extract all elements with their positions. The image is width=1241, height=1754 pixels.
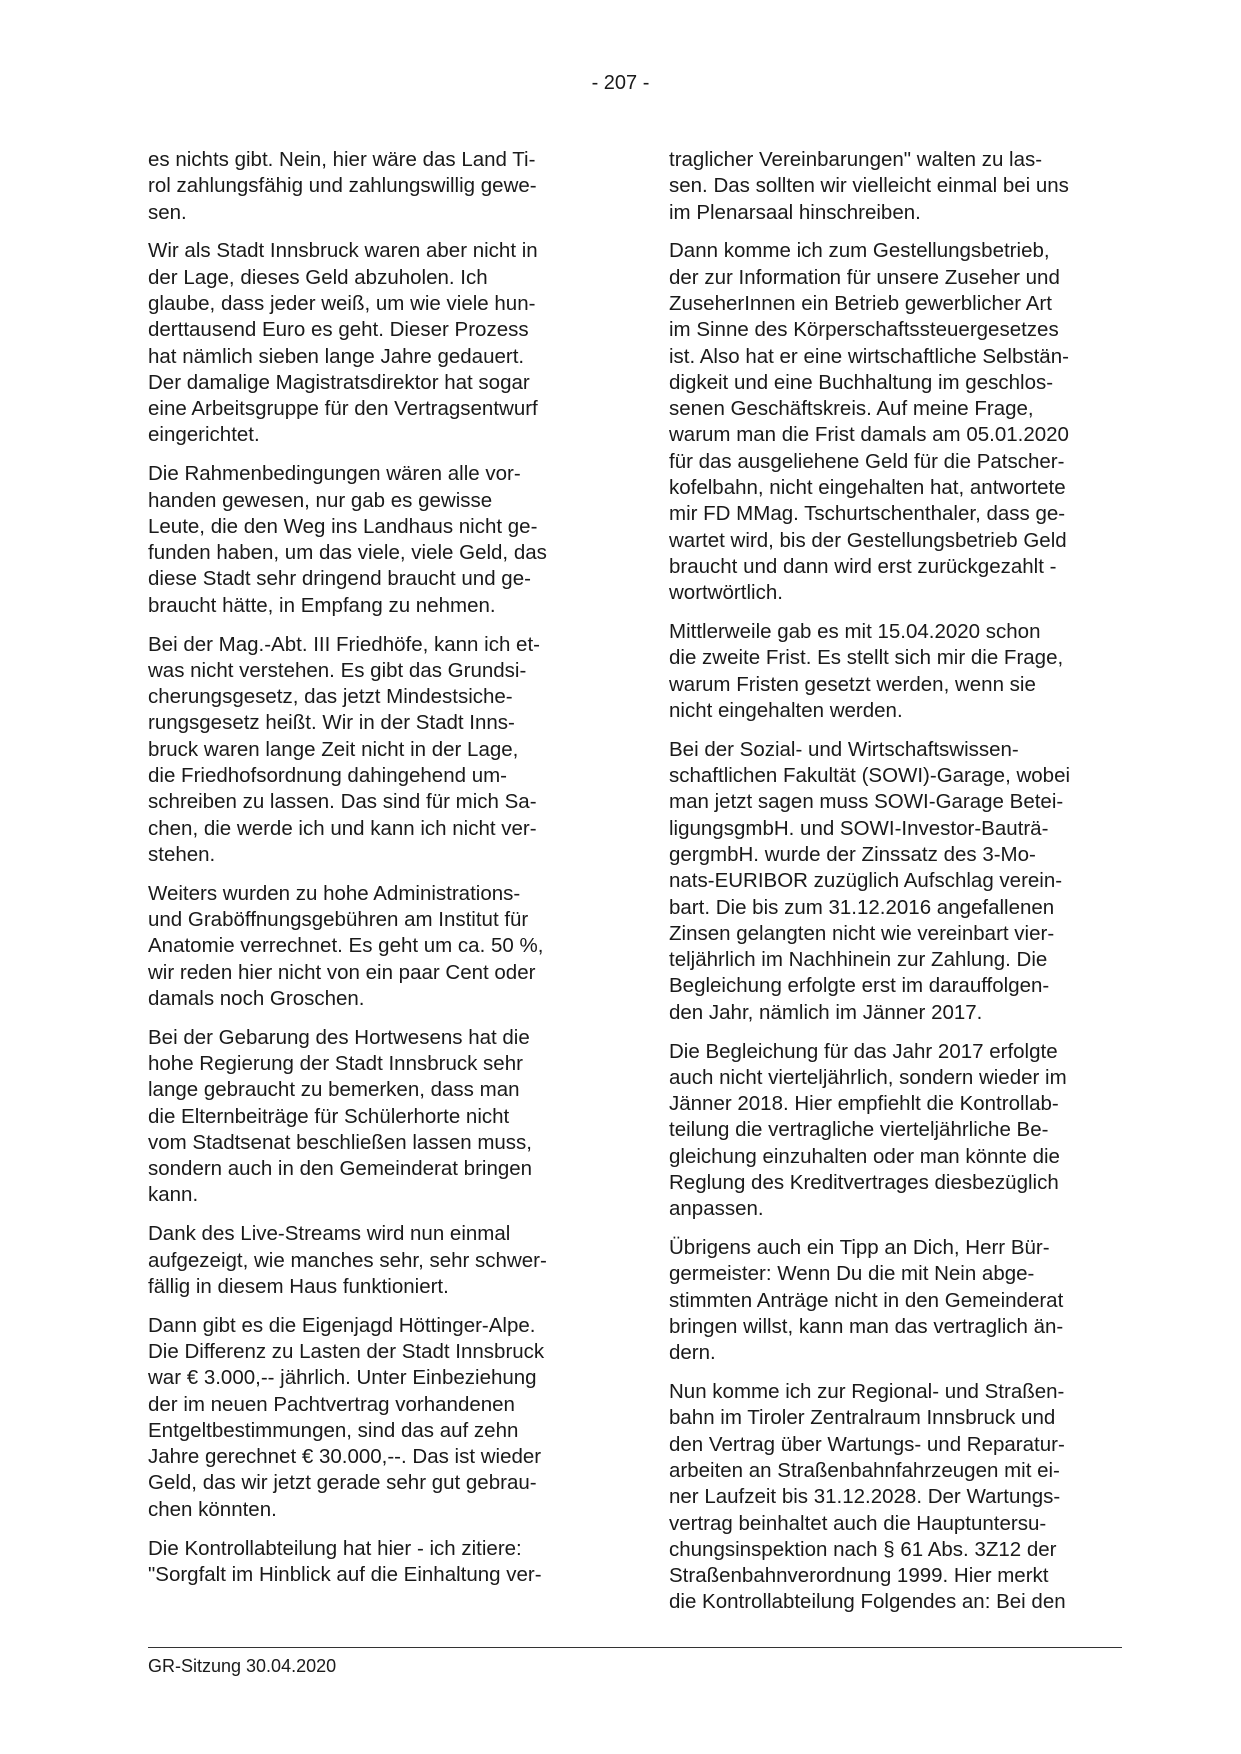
text-line: Jänner 2018. Hier empfiehlt die Kontrollab- bbox=[669, 1092, 1059, 1116]
text-line: Jahre gerechnet € 30.000,--. Das ist wieder bbox=[148, 1445, 542, 1469]
paragraph bbox=[148, 632, 600, 869]
footer-session-label: GR-Sitzung 30.04.2020 bbox=[148, 1656, 337, 1676]
text-line: sen. Das sollten wir vielleicht einmal bei uns bbox=[669, 174, 1069, 198]
text-line: vom Stadtsenat beschließen lassen muss, bbox=[148, 1130, 532, 1154]
text-line: senen Geschäftskreis. Auf meine Frage, bbox=[669, 397, 1034, 421]
text-line: kofelbahn, nicht eingehalten hat, antwortete bbox=[669, 476, 1066, 500]
text-line: mir FD MMag. Tschurtschenthaler, dass ge- bbox=[669, 502, 1066, 526]
text-line: Bei der Sozial- und Wirtschaftswissen- bbox=[669, 737, 1019, 761]
text-line: Dann gibt es die Eigenjagd Höttinger-Alpe. bbox=[148, 1313, 536, 1337]
text-line: Die Rahmenbedingungen wären alle vor- bbox=[148, 462, 521, 486]
text-line: schreiben zu lassen. Das sind für mich Sa- bbox=[148, 790, 537, 814]
text-line: schaftlichen Fakultät (SOWI)-Garage, wobei bbox=[669, 764, 1071, 788]
text-line: germeister: Wenn Du die mit Nein abge- bbox=[669, 1262, 1035, 1286]
text-line: Wir als Stadt Innsbruck waren aber nicht in bbox=[148, 239, 538, 263]
text-line: lange gebraucht zu bemerken, dass man bbox=[148, 1078, 520, 1102]
text-line: arbeiten an Straßenbahnfahrzeugen mit ei- bbox=[669, 1458, 1060, 1482]
text-line: ligungsgmbH. und SOWI-Investor-Bauträ- bbox=[669, 816, 1049, 840]
text-line: bruck waren lange Zeit nicht in der Lage, bbox=[148, 737, 519, 761]
paragraph bbox=[148, 1313, 600, 1523]
text-line: derttausend Euro es geht. Dieser Prozess bbox=[148, 318, 529, 342]
text-line: diese Stadt sehr dringend braucht und ge- bbox=[148, 567, 531, 591]
paragraph bbox=[669, 619, 1119, 724]
text-line: den Jahr, nämlich im Jänner 2017. bbox=[669, 1000, 983, 1024]
text-line: hat nämlich sieben lange Jahre gedauert. bbox=[148, 344, 525, 368]
text-line: sondern auch in den Gemeinderat bringen bbox=[148, 1157, 533, 1181]
paragraph bbox=[148, 1536, 600, 1589]
text-line: gleichung einzuhalten oder man könnte die bbox=[669, 1144, 1060, 1168]
text-line: Bei der Mag.-Abt. III Friedhöfe, kann ich et- bbox=[148, 632, 540, 656]
page-number: - 207 - bbox=[591, 72, 650, 94]
text-line: sen. bbox=[148, 200, 187, 224]
text-line: funden haben, um das viele, viele Geld, das bbox=[148, 541, 547, 565]
text-line: braucht hätte, in Empfang zu nehmen. bbox=[148, 593, 496, 617]
text-line: Mittlerweile gab es mit 15.04.2020 schon bbox=[669, 620, 1041, 644]
text-line: gergmbH. wurde der Zinssatz des 3-Mo- bbox=[669, 842, 1036, 866]
right-column bbox=[669, 147, 1119, 1628]
text-line: aufgezeigt, wie manches sehr, sehr schwer- bbox=[148, 1248, 547, 1272]
text-line: die zweite Frist. Es stellt sich mir die Frage, bbox=[669, 646, 1064, 670]
text-line: Die Differenz zu Lasten der Stadt Innsbruck bbox=[148, 1339, 545, 1363]
text-line: Die Kontrollabteilung hat hier - ich zitiere: bbox=[148, 1536, 522, 1560]
text-line: der Lage, dieses Geld abzuholen. Ich bbox=[148, 265, 488, 289]
text-line: rol zahlungsfähig und zahlungswillig gewe- bbox=[148, 174, 537, 198]
text-line: war € 3.000,-- jährlich. Unter Einbeziehung bbox=[148, 1366, 537, 1390]
text-line: Weiters wurden zu hohe Administrations- bbox=[148, 881, 521, 905]
text-line: der zur Information für unsere Zuseher und bbox=[669, 265, 1060, 289]
text-line: Bei der Gebarung des Hortwesens hat die bbox=[148, 1025, 530, 1049]
text-line: ist. Also hat er eine wirtschaftliche Selbstän- bbox=[669, 344, 1069, 368]
footer-divider bbox=[148, 1647, 1122, 1648]
text-line: ZuseherInnen ein Betrieb gewerblicher Art bbox=[669, 291, 1052, 315]
paragraph bbox=[669, 1039, 1119, 1223]
text-line: warum man die Frist damals am 05.01.2020 bbox=[669, 423, 1069, 447]
text-line: warum Fristen gesetzt werden, wenn sie bbox=[669, 672, 1036, 696]
text-line: eine Arbeitsgruppe für den Vertragsentwurf bbox=[148, 397, 538, 421]
text-line: was nicht verstehen. Es gibt das Grundsi- bbox=[148, 658, 527, 682]
paragraph bbox=[148, 1221, 600, 1300]
text-line: die Friedhofsordnung dahingehend um- bbox=[148, 764, 508, 788]
paragraph bbox=[148, 147, 600, 226]
text-line: Straßenbahnverordnung 1999. Hier merkt bbox=[669, 1564, 1049, 1588]
paragraph bbox=[669, 1379, 1119, 1616]
text-line: bahn im Tiroler Zentralraum Innsbruck und bbox=[669, 1406, 1056, 1430]
text-line: Die Begleichung für das Jahr 2017 erfolgte bbox=[669, 1039, 1058, 1063]
text-line: traglicher Vereinbarungen" walten zu las- bbox=[669, 148, 1043, 171]
text-line: Entgeltbestimmungen, sind das auf zehn bbox=[148, 1418, 519, 1442]
paragraph bbox=[669, 238, 1119, 606]
text-line: Geld, das wir jetzt gerade sehr gut gebrau- bbox=[148, 1471, 537, 1495]
paragraph bbox=[669, 737, 1119, 1026]
text-line: Reglung des Kreditvertrages diesbezüglich bbox=[669, 1170, 1059, 1194]
text-line: Der damalige Magistratsdirektor hat sogar bbox=[148, 370, 530, 394]
text-line: fällig in diesem Haus funktioniert. bbox=[148, 1274, 449, 1298]
text-line: für das ausgeliehene Geld für die Patscher- bbox=[669, 449, 1065, 473]
text-line: Leute, die den Weg ins Landhaus nicht ge- bbox=[148, 514, 538, 538]
text-line: vertrag beinhaltet auch die Hauptuntersu- bbox=[669, 1511, 1047, 1535]
text-line: hohe Regierung der Stadt Innsbruck sehr bbox=[148, 1052, 523, 1075]
text-line: stehen. bbox=[148, 842, 216, 866]
text-line: teljährlich im Nachhinein zur Zahlung. Die bbox=[669, 948, 1048, 972]
text-line: cherungsgesetz, das jetzt Mindestsiche- bbox=[148, 685, 513, 709]
text-line: im Sinne des Körperschaftssteuergesetzes bbox=[669, 318, 1059, 342]
text-line: handen gewesen, nur gab es gewisse bbox=[148, 488, 493, 512]
text-line: Anatomie verrechnet. Es geht um ca. 50 %, bbox=[148, 934, 544, 958]
text-line: Dann komme ich zum Gestellungsbetrieb, bbox=[669, 239, 1050, 263]
text-line: rungsgesetz heißt. Wir in der Stadt Inns- bbox=[148, 711, 515, 735]
text-line: Begleichung erfolgte erst im darauffolgen- bbox=[669, 974, 1050, 998]
text-line: ner Laufzeit bis 31.12.2028. Der Wartungs- bbox=[669, 1485, 1061, 1509]
text-line: der im neuen Pachtvertrag vorhandenen bbox=[148, 1392, 515, 1416]
text-line: Dank des Live-Streams wird nun einmal bbox=[148, 1222, 511, 1246]
text-line: wartet wird, bis der Gestellungsbetrieb Geld bbox=[669, 528, 1067, 552]
text-line: Übrigens auch ein Tipp an Dich, Herr Bür- bbox=[669, 1236, 1050, 1260]
paragraph bbox=[148, 461, 600, 619]
text-line: nicht eingehalten werden. bbox=[669, 698, 903, 722]
paragraph bbox=[669, 147, 1119, 226]
text-line: chungsinspektion nach § 61 Abs. 3Z12 der bbox=[669, 1537, 1057, 1561]
text-line: braucht und dann wird erst zurückgezahlt - bbox=[669, 554, 1057, 578]
text-line: chen, die werde ich und kann ich nicht ver- bbox=[148, 816, 537, 840]
text-line: eingerichtet. bbox=[148, 423, 260, 447]
text-line: man jetzt sagen muss SOWI-Garage Betei- bbox=[669, 790, 1064, 814]
text-line: die Elternbeiträge für Schülerhorte nicht bbox=[148, 1104, 510, 1128]
text-line: wortwörtlich. bbox=[669, 581, 783, 605]
text-line: bart. Die bis zum 31.12.2016 angefallenen bbox=[669, 895, 1055, 919]
text-line: Nun komme ich zur Regional- und Straßen- bbox=[669, 1380, 1065, 1404]
text-line: Zinsen gelangten nicht wie vereinbart vier- bbox=[669, 921, 1055, 945]
text-line: digkeit und eine Buchhaltung im geschlos- bbox=[669, 370, 1054, 394]
text-line: den Vertrag über Wartungs- und Reparatur- bbox=[669, 1432, 1065, 1456]
text-line: damals noch Groschen. bbox=[148, 986, 365, 1010]
text-line: wir reden hier nicht von ein paar Cent oder bbox=[148, 960, 536, 984]
text-line: nats-EURIBOR zuzüglich Aufschlag verein- bbox=[669, 869, 1063, 893]
text-line: dern. bbox=[669, 1341, 716, 1365]
text-line: stimmten Anträge nicht in den Gemeinderat bbox=[669, 1288, 1064, 1312]
text-line: teilung die vertragliche vierteljährliche Be- bbox=[669, 1118, 1049, 1142]
left-column bbox=[148, 147, 600, 1601]
text-line: "Sorgfalt im Hinblick auf die Einhaltung ver- bbox=[148, 1562, 542, 1586]
text-line: anpassen. bbox=[669, 1197, 764, 1221]
text-line: es nichts gibt. Nein, hier wäre das Land Ti- bbox=[148, 148, 536, 171]
text-line: im Plenarsaal hinschreiben. bbox=[669, 200, 921, 224]
text-line: bringen willst, kann man das vertraglich än- bbox=[669, 1314, 1064, 1338]
paragraph bbox=[148, 1025, 600, 1209]
text-line: chen könnten. bbox=[148, 1497, 277, 1521]
paragraph bbox=[148, 881, 600, 1012]
paragraph bbox=[148, 238, 600, 448]
text-line: glaube, dass jeder weiß, um wie viele hun- bbox=[148, 291, 536, 315]
text-line: und Graböffnungsgebühren am Institut für bbox=[148, 908, 529, 932]
text-line: kann. bbox=[148, 1183, 199, 1207]
text-line: die Kontrollabteilung Folgendes an: Bei den bbox=[669, 1590, 1066, 1614]
paragraph bbox=[669, 1235, 1119, 1366]
text-line: auch nicht vierteljährlich, sondern wieder im bbox=[669, 1065, 1067, 1089]
